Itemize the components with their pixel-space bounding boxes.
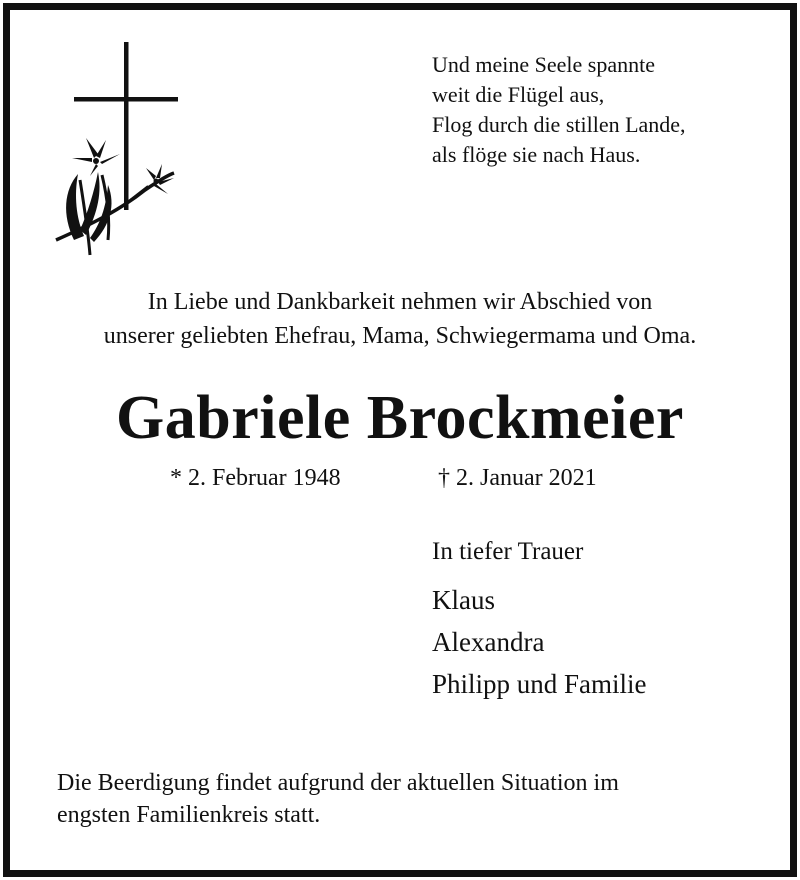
mourner-name: Klaus <box>432 585 495 615</box>
intro-line: In Liebe und Dankbarkeit nehmen wir Abschied von <box>147 289 653 315</box>
funeral-notice <box>57 767 619 831</box>
mourner-name: Alexandra <box>432 627 545 657</box>
notice-line: engsten Familienkreis statt. <box>57 802 321 828</box>
mourner-name: Philipp und Familie <box>432 669 647 699</box>
mourners <box>432 537 647 705</box>
cross-with-lily-icon <box>50 40 180 262</box>
intro-text <box>0 285 800 353</box>
mourners-heading: In tiefer Trauer <box>432 538 584 565</box>
birth-date: * 2. Februar 1948 <box>170 465 341 491</box>
poem-line: weit die Flügel aus, <box>432 82 605 107</box>
notice-line: Die Beerdigung findet aufgrund der aktuellen Situation im <box>57 770 619 796</box>
poem-line: Flog durch die stillen Lande, <box>432 112 686 137</box>
poem <box>432 50 686 170</box>
intro-line: unserer geliebten Ehefrau, Mama, Schwiegermama und Oma. <box>103 323 697 349</box>
poem-line: als flöge sie nach Haus. <box>432 142 641 167</box>
poem-line: Und meine Seele spannte <box>432 52 655 77</box>
deceased-name: Gabriele Brockmeier <box>116 384 684 452</box>
death-date: † 2. Januar 2021 <box>438 465 597 491</box>
